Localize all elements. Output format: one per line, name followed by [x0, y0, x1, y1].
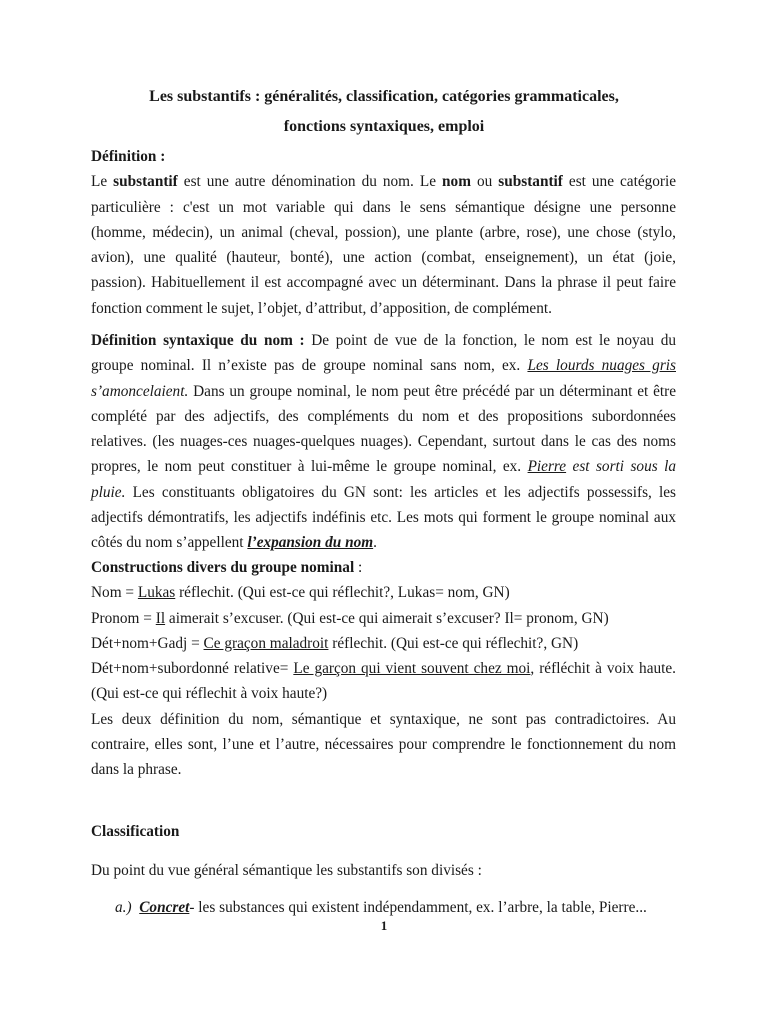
classification-heading: Classification	[91, 823, 180, 840]
definition-line-1: Le substantif est une autre dénomination du nom. Le nom ou substantif est une catégorie	[91, 173, 677, 191]
classification-intro: Du point du vue général sémantique les substantifs son divisés :	[91, 862, 482, 879]
conclusion-line-1: Les deux définition du nom, sémantique et syntaxique, ne sont pas contradictoires. Au	[91, 710, 676, 728]
syntax-line-2: groupe nominal. Il n’existe pas de groupe nominal sans nom, ex. Les lourds nuages gris	[91, 357, 676, 375]
construction-det-nom-gadj: Dét+nom+Gadj = Ce graçon maladroit réflechit. (Qui est-ce qui réflechit?, GN)	[91, 634, 579, 652]
syntax-line-1: Définition syntaxique du nom : De point de vue de la fonction, le nom est le noyau du	[91, 332, 676, 349]
classification-item-a: a.) Concret- les substances qui existent indépendamment, ex. l’arbre, la table, Pierre...	[115, 899, 647, 916]
syntax-section	[91, 328, 676, 556]
syntax-line-4: complété par des adjectifs, des compléments du nom et des propositions subordonnées	[91, 407, 676, 425]
constructions-heading: Constructions divers du groupe nominal	[91, 559, 355, 576]
construction-question: (Qui est-ce qui réflechit à voix haute?)	[91, 685, 328, 703]
definition-line-5: passion). Habituellement il est accompagné avec un déterminant. Dans la phrase il peut faire	[91, 274, 676, 292]
constructions-section: Constructions divers du groupe nominal : Nom = Lukas réflechit. (Qui est-ce qui réflechit?, Lukas= nom, GN) Pronom = Il aimerait s’excuser. (Qui est-ce qui aimerait s’excuser? Il= pronom, GN) Dét+nom+Gadj = Ce graçon maladroit réflechit. (Qui est-ce qui réflechit?, GN) Dét+nom+subordonné relative= Le garçon qui vient souvent chez moi, réfléchit à voix haute. (Qui est-ce qui réflechit à voix haute?) Les deux définition du nom, sémantique et syntaxique, ne sont pas contradictoires. Au contraire, elles sont, l’une et l’autre, nécessaires pour comprendre le fonctionnement du nom dans la phrase.	[91, 555, 676, 783]
classification-intro-block	[91, 858, 676, 883]
definition-line-3: (homme, médecin), un animal (cheval, possion), une plante (arbre, rose), une chose (stylo,	[91, 223, 676, 241]
syntax-heading: Définition syntaxique du nom :	[91, 332, 305, 349]
definition-section	[91, 144, 676, 321]
list-marker: a.)	[115, 899, 132, 916]
definition-line-6: fonction comment le sujet, l’objet, d’attribut, d’apposition, de complément.	[91, 299, 552, 317]
construction-nom: Nom = Lukas réflechit. (Qui est-ce qui réflechit?, Lukas= nom, GN)	[91, 584, 510, 602]
syntax-line-8: adjectifs démontratifs, les adjectifs indéfinis etc. Les mots qui forment le groupe nominal aux	[91, 509, 676, 527]
page-number: 1	[380, 918, 388, 933]
example-pierre: Pierre	[527, 458, 567, 476]
expansion-term: l’expansion du nom	[247, 534, 374, 552]
concret-term: Concret	[139, 899, 190, 916]
construction-det-nom-relative: Dét+nom+subordonné relative= Le garçon qui vient souvent chez moi, réfléchit à voix haute.	[91, 660, 676, 678]
example-clouds: Les lourds nuages gris	[527, 357, 676, 375]
syntax-line-6: propres, le nom peut constituer à lui-même le groupe nominal, ex. Pierre est sorti sous la	[91, 458, 677, 476]
syntax-line-7: pluie. Les constituants obligatoires du GN sont: les articles et les adjectifs possessifs, les	[91, 483, 676, 501]
definition-heading: Définition :	[91, 148, 166, 165]
definition-line-4: avion), une qualité (hauteur, bonté), une action (combat, enseignement), un état (joie,	[91, 249, 676, 267]
syntax-line-9: côtés du nom s’appellent l’expansion du nom.	[91, 534, 377, 552]
classification-heading-block	[91, 819, 676, 844]
document-title-line-1: Les substantifs : généralités, classification, catégories grammaticales,	[149, 88, 619, 105]
document-title-line-2: fonctions syntaxiques, emploi	[283, 118, 485, 135]
definition-line-2: particulière : c'est un mot variable qui dans le sens sémantique désigne une personne	[91, 198, 676, 216]
syntax-line-3: s’amoncelaient. Dans un groupe nominal, le nom peut être précédé par un déterminant et être	[91, 382, 677, 400]
conclusion-line-3: dans la phrase.	[91, 761, 182, 779]
syntax-line-5: relatives. (les nuages-ces nuages-quelques nuages). Cependant, surtout dans le cas des noms	[91, 433, 676, 451]
conclusion-line-2: contraire, elles sont, l’une et l’autre, nécessaires pour comprendre le fonctionnement du nom	[91, 736, 676, 754]
construction-pronom: Pronom = Il aimerait s’excuser. (Qui est-ce qui aimerait s’excuser? Il= pronom, GN)	[91, 609, 609, 627]
